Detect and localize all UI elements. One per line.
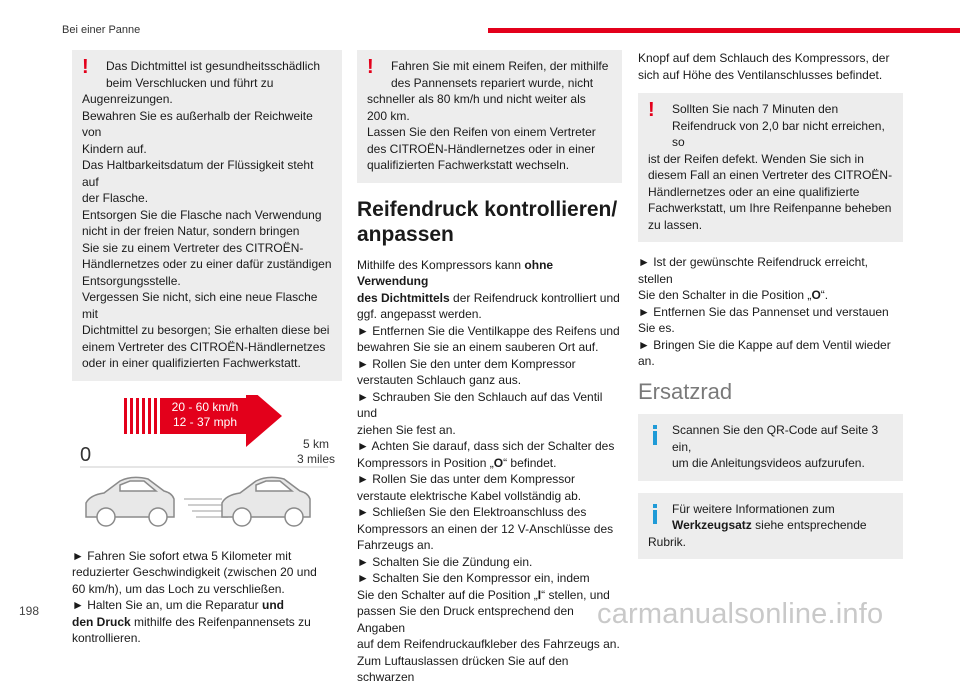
warning-icon: ! [367, 56, 374, 78]
warning-line: qualifizierten Fachwerkstatt wechseln. [367, 158, 570, 172]
step-line: Fahrzeugs an. [357, 538, 434, 552]
step-line: ► Ist der gewünschte Reifendruck erreicht, stellen [638, 255, 868, 286]
warning-box-sealant [72, 50, 342, 381]
heading-line: anpassen [357, 222, 454, 246]
warning-line: zu lassen. [648, 217, 703, 232]
column-1 [72, 50, 342, 647]
step-line: verstauten Schlauch ganz aus. [357, 373, 522, 387]
speed-stripe-1 [124, 398, 127, 434]
step-line: ► Fahren Sie sofort etwa 5 Kilometer mit [72, 548, 292, 563]
page-number: 198 [19, 604, 40, 618]
step-line: an. [638, 354, 655, 368]
step-line: ► Schalten Sie den Kompressor ein, indem [357, 571, 590, 585]
step-line: ► Schließen Sie den Elektroanschluss des [357, 505, 587, 519]
intro-line: des Dichtmittels der Reifendruck kontrolliert und [357, 290, 620, 305]
header-accent-bar [488, 28, 960, 33]
warning-line: beim Verschlucken und führt zu [106, 75, 274, 90]
warning-line: schneller als 80 km/h und nicht weiter als [367, 92, 586, 106]
info-icon [648, 501, 662, 534]
step-line: kontrollieren. [72, 631, 141, 645]
info-box-toolkit [638, 493, 903, 560]
warning-line: Das Dichtmittel ist gesundheitsschädlich [106, 59, 321, 73]
step-line: ► Entfernen Sie das Pannenset und verstauen [638, 304, 889, 319]
warning-line: Das Haltbarkeitsdatum der Flüssigkeit steht auf [82, 158, 314, 189]
warning-line: Vergessen Sie nicht, sich eine neue Flasche mit [82, 290, 318, 321]
speed-stripe-5 [148, 398, 151, 434]
column-3 [638, 50, 903, 571]
step-line: Sie den Schalter in die Position „O“. [638, 288, 829, 302]
distance-miles: 3 miles [296, 451, 335, 466]
warning-line: diesem Fall an einen Vertreter des CITROËN- [648, 168, 893, 182]
drive-steps [72, 548, 342, 647]
step-line: ► Rollen Sie den unter dem Kompressor [357, 356, 576, 371]
speed-kmh-label: 20 - 60 km/h [171, 399, 239, 414]
warning-box-speed-limit [357, 50, 622, 183]
step-line: Kompressors in Position „O“ befindet. [357, 455, 557, 470]
warning-icon: ! [648, 99, 655, 121]
header-title: Bei einer Panne [62, 24, 141, 36]
warning-line: des Pannensets repariert wurde, nicht [391, 75, 594, 90]
info-line: um die Anleitungsvideos aufzurufen. [672, 456, 865, 470]
warning-line: Sollten Sie nach 7 Minuten den [672, 102, 839, 116]
step-line: auf dem Reifendruckaufkleber des Fahrzeugs an. [357, 637, 620, 651]
warning-line: Fahren Sie mit einem Reifen, der mithilfe [391, 59, 609, 73]
warning-line: Bewahren Sie es außerhalb der Reichweite von [82, 108, 313, 139]
start-zero-label: 0 [80, 443, 92, 466]
warning-icon: ! [82, 56, 89, 78]
warning-line: Reifendruck von 2,0 bar nicht erreichen, so [672, 118, 885, 149]
info-icon [648, 422, 662, 472]
text-line: sich auf Höhe des Ventilanschlusses befindet. [638, 67, 883, 82]
warning-line: oder in einer qualifizierten Fachwerkstatt. [82, 356, 301, 370]
warning-line: Händlernetzes oder zu einer dafür zuständigen [82, 257, 332, 271]
step-line: Sie es. [638, 321, 675, 335]
warning-line: 200 km. [367, 108, 410, 123]
speed-stripe-4 [142, 398, 145, 434]
pressure-instructions [357, 257, 622, 686]
step-line: ► Entfernen Sie die Ventilkappe des Reifens und [357, 323, 620, 338]
info-line: Für weitere Informationen zum [672, 501, 835, 516]
step-line: passen Sie den Druck entsprechend den Angaben [357, 604, 574, 635]
speed-mph-label: 12 - 37 mph [172, 414, 238, 429]
distance-km: 5 km [302, 436, 329, 451]
text-line: Knopf auf dem Schlauch des Kompressors, der [638, 51, 890, 65]
warning-line: Lassen Sie den Reifen von einem Vertreter [367, 125, 596, 139]
warning-line: Augenreizungen. [82, 92, 173, 106]
section-heading-spare-wheel: Ersatzrad [638, 378, 733, 404]
warning-line: einem Vertreter des CITROËN-Händlernetzes [82, 339, 326, 354]
step-line: ziehen Sie fest an. [357, 422, 456, 437]
info-line: Rubrik. [648, 534, 687, 549]
step-line: ► Halten Sie an, um die Reparatur und [72, 598, 284, 612]
warning-line: Kindern auf. [82, 141, 147, 156]
warning-line: nicht in der freien Natur, sondern bringen [82, 224, 300, 238]
step-line: 60 km/h), um das Loch zu verschließen. [72, 581, 285, 596]
step-line: bewahren Sie sie an einem sauberen Ort auf. [357, 340, 599, 354]
final-steps [638, 254, 903, 370]
warning-box-pressure-not-reached [638, 93, 903, 242]
intro-line: Mithilfe des Kompressors kann ohne Verwendung [357, 257, 554, 288]
step-line: ► Schrauben Sie den Schlauch auf das Ventil und [357, 389, 603, 420]
step-line: ► Schalten Sie die Zündung ein. [357, 554, 533, 569]
warning-line: ist der Reifen defekt. Wenden Sie sich in [648, 151, 864, 166]
section-heading-tyre-pressure [357, 197, 622, 247]
heading-line: Reifendruck kontrollieren/ [357, 197, 618, 221]
info-box-qr-code [638, 414, 903, 481]
info-line: Scannen Sie den QR-Code auf Seite 3 ein, [672, 423, 879, 454]
warning-line: des CITROËN-Händlernetzes oder in einer [367, 141, 596, 156]
speed-stripe-3 [136, 398, 139, 434]
continued-text [638, 50, 903, 83]
step-line: ► Achten Sie darauf, dass sich der Schalter des [357, 439, 615, 453]
car-right-icon [222, 477, 310, 526]
car-left-icon [86, 477, 174, 526]
step-line: ► Rollen Sie das unter dem Kompressor [357, 472, 575, 486]
warning-line: Händlernetzes oder an eine qualifizierte [648, 184, 860, 199]
warning-line: der Flasche. [82, 191, 149, 205]
warning-line: Sie sie zu einem Vertreter des CITROËN- [82, 240, 304, 255]
column-2 [357, 50, 622, 686]
intro-line: ggf. angepasst werden. [357, 307, 482, 321]
drive-after-repair-figure [72, 395, 342, 530]
warning-line: Dichtmittel zu besorgen; Sie erhalten diese bei [82, 323, 330, 337]
step-line: ► Bringen Sie die Kappe auf dem Ventil wieder [638, 337, 891, 352]
step-line: den Druck mithilfe des Reifenpannensets zu [72, 614, 311, 629]
warning-line: Fachwerkstatt, um Ihre Reifenpanne beheben [648, 201, 892, 215]
distance-label [294, 437, 338, 467]
speed-stripe-6 [154, 398, 157, 434]
info-line: Werkzeugsatz siehe entsprechende [672, 518, 867, 532]
step-line: reduzierter Geschwindigkeit (zwischen 20 und [72, 565, 317, 579]
step-line: verstaute elektrische Kabel vollständig ab. [357, 488, 582, 503]
step-line: Zum Luftauslassen drücken Sie auf den schwarzen [357, 653, 569, 684]
warning-line: Entsorgungsstelle. [82, 273, 181, 288]
warning-line: Entsorgen Sie die Flasche nach Verwendung [82, 207, 322, 222]
watermark: carmanualsonline.info [597, 598, 884, 630]
speed-stripe-2 [130, 398, 133, 434]
step-line: Kompressors an einen der 12 V-Anschlüsse des [357, 521, 614, 536]
step-line: Sie den Schalter auf die Position „I“ stellen, und [357, 587, 610, 602]
